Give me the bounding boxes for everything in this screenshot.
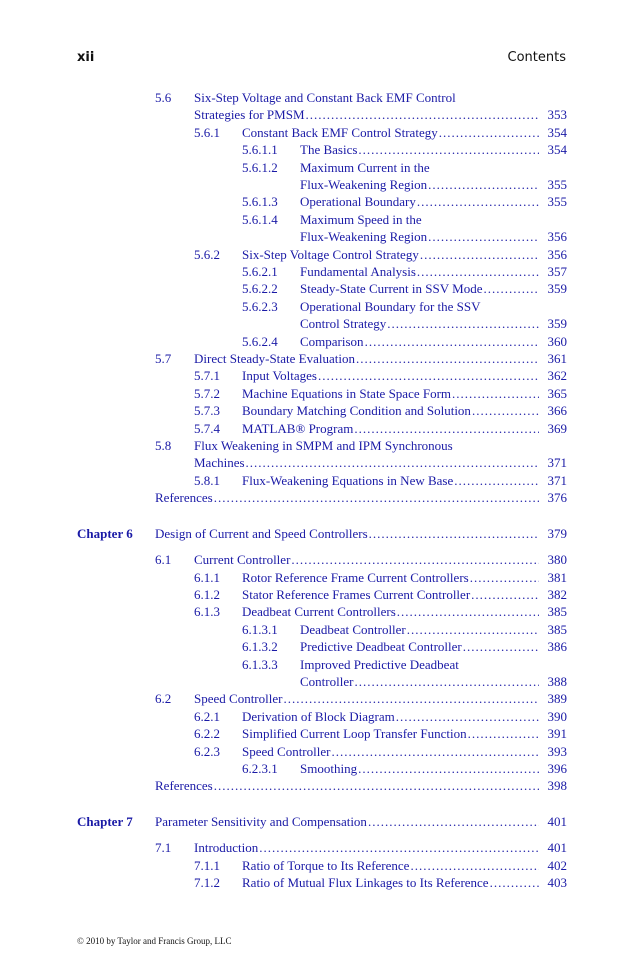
toc-entry-number: 6.2.3.1 xyxy=(242,761,278,776)
toc-entry-number: 5.7.4 xyxy=(194,420,220,436)
toc-entry-title: Deadbeat Controller xyxy=(300,621,406,637)
toc-entry-number: 6.2.2 xyxy=(194,726,220,742)
toc-entry-title: Flux Weakening in SMPM and IPM Synchronous xyxy=(194,438,453,453)
toc-entry-title: Controller xyxy=(300,674,354,689)
toc-entry[interactable] xyxy=(0,622,644,637)
toc-entry[interactable] xyxy=(0,368,644,383)
toc-page-number: 381 xyxy=(547,569,567,585)
dot-leader xyxy=(259,840,539,855)
dot-leader xyxy=(452,386,539,401)
toc-page-number: 353 xyxy=(547,107,567,123)
toc-page-number: 401 xyxy=(547,840,567,856)
dot-leader xyxy=(246,455,539,470)
toc-entry-title: MATLAB® Program xyxy=(242,420,354,436)
toc-page-number: 360 xyxy=(547,333,567,349)
toc-entry-title: Parameter Sensitivity and Compensation xyxy=(155,814,367,830)
dot-leader xyxy=(354,421,539,436)
toc-page-number: 355 xyxy=(547,194,567,210)
toc-page-number: 371 xyxy=(547,455,567,471)
toc-entry-number: 5.7.1 xyxy=(194,368,220,384)
toc-entry-title: Speed Controller xyxy=(194,691,283,707)
dot-leader xyxy=(439,125,539,140)
toc-entry[interactable] xyxy=(0,726,644,741)
toc-entry-title: Control Strategy xyxy=(300,316,387,332)
toc-entry-number: 6.1.3.1 xyxy=(242,621,278,637)
toc-page-number: 371 xyxy=(547,472,567,488)
toc-entry-number: 5.6.1.2 xyxy=(242,159,278,175)
dot-leader xyxy=(407,622,539,637)
dot-leader xyxy=(483,281,539,296)
toc-entry-number: 5.6.1.1 xyxy=(242,142,278,158)
toc-entry-title: References xyxy=(155,778,213,794)
toc-chapter-entry[interactable] xyxy=(0,526,644,541)
dot-leader xyxy=(428,177,539,192)
toc-entry-number: 5.6.2.4 xyxy=(242,333,278,349)
toc-entry[interactable] xyxy=(0,142,644,157)
toc-entry-number: 6.2.3 xyxy=(194,743,220,759)
toc-page-number: 355 xyxy=(547,177,567,192)
toc-page-number: 369 xyxy=(547,420,567,436)
toc-page-number: 354 xyxy=(547,142,567,158)
toc-entry-number: 5.6 xyxy=(155,90,172,105)
toc-entry-title: Maximum Current in the xyxy=(300,159,430,175)
toc-entry-number: 5.6.1.3 xyxy=(242,194,278,210)
toc-entry-title: Predictive Deadbeat Controller xyxy=(300,639,462,655)
dot-leader xyxy=(291,552,539,567)
toc-entry-title: References xyxy=(155,490,213,506)
toc-entry-number: 5.8.1 xyxy=(194,472,220,488)
toc-entry-title: Operational Boundary xyxy=(300,194,416,210)
toc-page-number: 382 xyxy=(547,587,567,602)
toc-entry[interactable] xyxy=(0,264,644,279)
toc-entry-continuation[interactable] xyxy=(0,455,644,470)
toc-page-number: 356 xyxy=(547,246,567,262)
toc-entry-title: Smoothing xyxy=(300,761,358,776)
toc-entry-continuation[interactable] xyxy=(0,674,644,689)
toc-page-number: 365 xyxy=(547,385,567,401)
toc-entry[interactable] xyxy=(0,639,644,654)
toc-entry-title: Operational Boundary for the SSV xyxy=(300,298,481,314)
dot-leader xyxy=(397,604,539,619)
toc-entry-continuation[interactable] xyxy=(0,107,644,122)
toc-entry-title: Ratio of Mutual Flux Linkages to Its Reference xyxy=(242,875,489,891)
toc-entry[interactable] xyxy=(0,691,644,706)
toc-entry-title: Boundary Matching Condition and Solution xyxy=(242,403,471,419)
toc-entry[interactable] xyxy=(0,90,644,105)
dot-leader xyxy=(420,247,539,262)
toc-page-number: 389 xyxy=(547,691,567,707)
dot-leader xyxy=(471,587,539,602)
toc-chapter-entry[interactable] xyxy=(0,814,644,829)
toc-entry[interactable] xyxy=(0,604,644,619)
dot-leader xyxy=(306,107,540,122)
toc-entry[interactable] xyxy=(0,194,644,209)
dot-leader xyxy=(354,674,539,689)
toc-page-number: 390 xyxy=(547,708,567,724)
toc-entry-number: 7.1.1 xyxy=(194,857,220,873)
toc-entry[interactable] xyxy=(0,421,644,436)
toc-entry-continuation[interactable] xyxy=(0,229,644,244)
running-header-title: Contents xyxy=(507,50,566,65)
toc-entry-title: Comparison xyxy=(300,333,364,349)
toc-entry-continuation[interactable] xyxy=(0,177,644,192)
toc-entry-title: Steady-State Current in SSV Mode xyxy=(300,281,483,297)
dot-leader xyxy=(472,403,539,418)
toc-entry-title: Strategies for PMSM xyxy=(194,107,305,123)
toc-page-number: 354 xyxy=(547,124,567,140)
toc-entry-title: Six-Step Voltage Control Strategy xyxy=(242,246,419,262)
toc-entry-title: Derivation of Block Diagram xyxy=(242,708,395,724)
toc-entry-number: 5.7.2 xyxy=(194,385,220,401)
toc-entry-title: Flux-Weakening Region xyxy=(300,229,428,245)
toc-entry-number: 7.1.2 xyxy=(194,875,220,891)
toc-page-number: 388 xyxy=(547,674,567,689)
toc-entry-title: Current Controller xyxy=(194,552,291,568)
toc-page-number: 359 xyxy=(547,281,567,297)
toc-entry[interactable] xyxy=(0,351,644,366)
toc-entry-number: 6.2 xyxy=(155,691,172,707)
toc-entry-continuation[interactable] xyxy=(0,316,644,331)
toc-entry[interactable] xyxy=(0,386,644,401)
toc-page-number: 366 xyxy=(547,403,567,419)
toc-entry-title: Machines xyxy=(194,455,245,471)
toc-page-number: 385 xyxy=(547,621,567,637)
dot-leader xyxy=(368,814,539,829)
toc-page-number: 359 xyxy=(547,316,567,332)
toc-entry-number: 6.1.2 xyxy=(194,587,220,602)
toc-references-entry[interactable] xyxy=(0,490,644,505)
dot-leader xyxy=(490,875,539,890)
toc-entry[interactable] xyxy=(0,840,644,855)
dot-leader xyxy=(428,229,539,244)
dot-leader xyxy=(470,570,539,585)
toc-entry-title: Introduction xyxy=(194,840,259,856)
dot-leader xyxy=(369,526,539,541)
toc-entry-title: Rotor Reference Frame Current Controllers xyxy=(242,569,469,585)
toc-entry-number: 5.6.2.3 xyxy=(242,298,278,314)
toc-entry[interactable] xyxy=(0,403,644,418)
toc-entry-title: Design of Current and Speed Controllers xyxy=(155,526,368,542)
dot-leader xyxy=(417,194,539,209)
toc-entry-title: Constant Back EMF Control Strategy xyxy=(242,124,438,140)
toc-entry-number: 5.8 xyxy=(155,438,172,453)
dot-leader xyxy=(365,334,539,349)
dot-leader xyxy=(358,142,539,157)
toc-entry[interactable] xyxy=(0,875,644,890)
toc-page-number: 356 xyxy=(547,229,567,245)
copyright-footer: © 2010 by Taylor and Francis Group, LLC xyxy=(77,936,232,946)
toc-entry-title: Machine Equations in State Space Form xyxy=(242,385,452,401)
toc-page-number: 398 xyxy=(547,778,567,794)
toc-entry-title: Improved Predictive Deadbeat xyxy=(300,656,459,672)
toc-entry-title: Simplified Current Loop Transfer Function xyxy=(242,726,467,742)
toc-entry[interactable] xyxy=(0,473,644,488)
toc-page-number: 396 xyxy=(547,761,567,776)
toc-entry[interactable] xyxy=(0,281,644,296)
toc-entry-number: 5.6.2 xyxy=(194,246,220,262)
chapter-label[interactable]: Chapter 6 xyxy=(77,526,133,542)
toc-entry[interactable] xyxy=(0,552,644,567)
toc-entry-title: Input Voltages xyxy=(242,368,317,384)
toc-page-number: 402 xyxy=(547,857,567,873)
toc-entry-number: 6.2.1 xyxy=(194,708,220,724)
toc-entry-number: 6.1.1 xyxy=(194,569,220,585)
dot-leader xyxy=(214,490,539,505)
toc-entry-title: Direct Steady-State Evaluation xyxy=(194,351,356,366)
toc-entry-number: 5.6.2.1 xyxy=(242,264,278,279)
toc-entry[interactable] xyxy=(0,212,644,227)
toc-entry-title: Stator Reference Frames Current Controller xyxy=(242,587,471,602)
toc-entry[interactable] xyxy=(0,587,644,602)
toc-entry-number: 5.6.1 xyxy=(194,124,220,140)
toc-page-number: 376 xyxy=(547,490,567,506)
toc-entry-title: Ratio of Torque to Its Reference xyxy=(242,857,410,873)
dot-leader xyxy=(396,709,539,724)
toc-entry-title: The Basics xyxy=(300,142,358,158)
dot-leader xyxy=(356,351,539,366)
toc-page-number: 401 xyxy=(547,814,567,830)
toc-entry[interactable] xyxy=(0,761,644,776)
toc-page-number: 386 xyxy=(547,639,567,655)
toc-entry-title: Fundamental Analysis xyxy=(300,264,416,279)
toc-entry[interactable] xyxy=(0,125,644,140)
dot-leader xyxy=(468,726,539,741)
toc-entry[interactable] xyxy=(0,657,644,672)
toc-page-number: 379 xyxy=(547,526,567,542)
toc-entry-number: 5.7 xyxy=(155,351,172,366)
toc-page-number: 362 xyxy=(547,368,567,384)
toc-entry[interactable] xyxy=(0,299,644,314)
toc-page-number: 357 xyxy=(547,264,567,279)
toc-entry-title: Six-Step Voltage and Constant Back EMF Control xyxy=(194,90,456,105)
toc-entry-title: Maximum Speed in the xyxy=(300,211,422,227)
toc-entry-number: 5.7.3 xyxy=(194,403,220,419)
toc-entry-number: 6.1.3.2 xyxy=(242,639,278,655)
toc-entry-title: Deadbeat Current Controllers xyxy=(242,604,396,620)
toc-entry[interactable] xyxy=(0,570,644,585)
toc-page-number: 361 xyxy=(547,351,567,366)
chapter-label[interactable]: Chapter 7 xyxy=(77,814,133,830)
toc-entry-title: Flux-Weakening Region xyxy=(300,177,428,192)
toc-entry[interactable] xyxy=(0,160,644,175)
toc-entry[interactable] xyxy=(0,247,644,262)
dot-leader xyxy=(454,473,539,488)
toc-entry-title: Flux-Weakening Equations in New Base xyxy=(242,472,454,488)
toc-entry-number: 7.1 xyxy=(155,840,172,856)
toc-page-number: 393 xyxy=(547,743,567,759)
toc-entry[interactable] xyxy=(0,334,644,349)
toc-entry-number: 6.1.3 xyxy=(194,604,220,620)
toc-page-number: 385 xyxy=(547,604,567,620)
toc-entry[interactable] xyxy=(0,709,644,724)
dot-leader xyxy=(358,761,539,776)
toc-entry-number: 6.1.3.3 xyxy=(242,656,278,672)
toc-entry-number: 6.1 xyxy=(155,552,172,568)
dot-leader xyxy=(410,858,539,873)
dot-leader xyxy=(463,639,539,654)
toc-page-number: 380 xyxy=(547,552,567,568)
dot-leader xyxy=(387,316,539,331)
toc-references-entry[interactable] xyxy=(0,778,644,793)
dot-leader xyxy=(283,691,539,706)
dot-leader xyxy=(331,744,539,759)
toc-page-number: 391 xyxy=(547,726,567,742)
dot-leader xyxy=(318,368,539,383)
toc-entry-number: 5.6.1.4 xyxy=(242,211,278,227)
toc-entry[interactable] xyxy=(0,744,644,759)
toc-entry-number: 5.6.2.2 xyxy=(242,281,278,297)
toc-entry[interactable] xyxy=(0,858,644,873)
toc-page-number: 403 xyxy=(547,875,567,891)
dot-leader xyxy=(417,264,539,279)
dot-leader xyxy=(214,778,539,793)
page-number: xii xyxy=(77,50,95,65)
toc-entry[interactable] xyxy=(0,438,644,453)
toc-entry-title: Speed Controller xyxy=(242,743,331,759)
